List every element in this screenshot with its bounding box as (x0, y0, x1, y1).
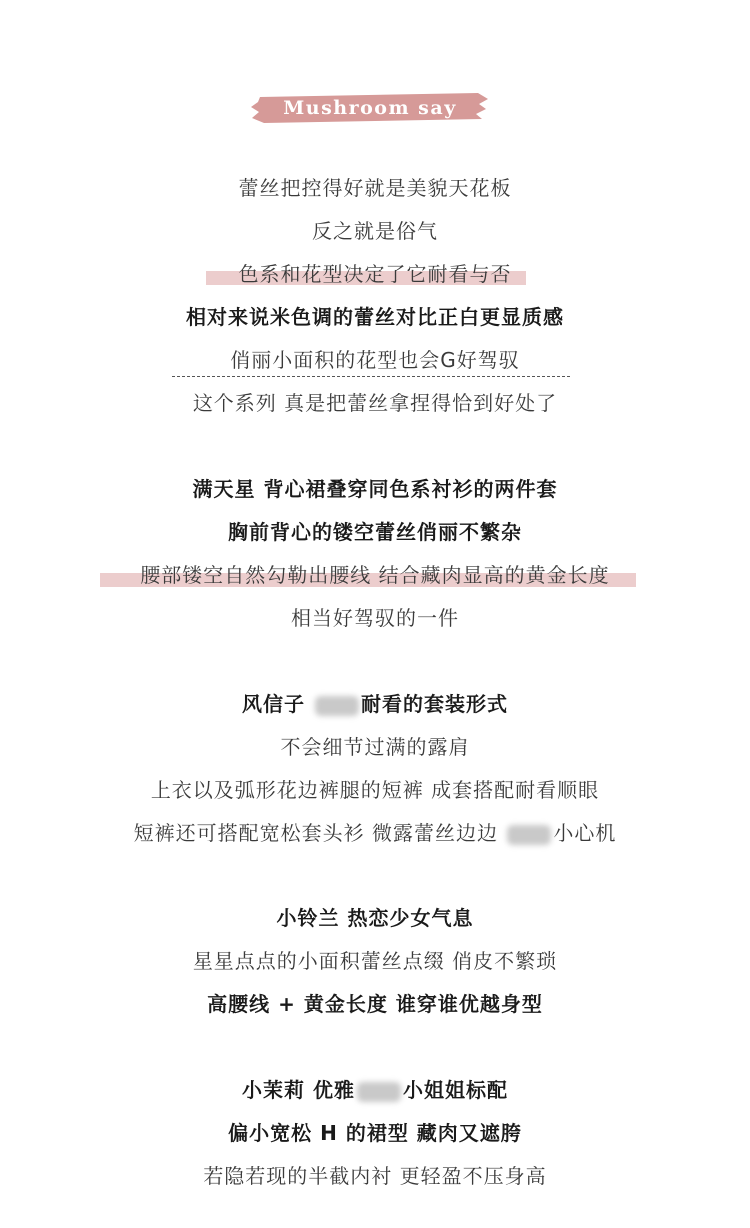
fengxinzi-title-part-b: 耐看的套装形式 (360, 692, 508, 716)
mantianxing-line-2: 腰部镂空自然勾勒出腰线 结合藏肉显高的黄金长度 (140, 563, 610, 587)
fengxinzi-title-part-a: 风信子 (242, 692, 313, 716)
intro-line-5: 俏丽小面积的花型也会G好驾驭 (230, 348, 520, 372)
fengxinzi-line-2: 上衣以及弧形花边裤腿的短裤 成套搭配耐看顺眼 (150, 778, 600, 802)
fengxinzi-line-3-part-a: 短裤还可搭配宽松套头衫 微露蕾丝边边 (133, 821, 506, 845)
section-title-mantianxing: 满天星 背心裙叠穿同色系衬衫的两件套 (192, 477, 558, 501)
section-title-xiaolingla: 小铃兰 热恋少女气息 (276, 906, 474, 930)
blurred-word (315, 696, 359, 716)
intro-line-2: 反之就是俗气 (312, 219, 438, 243)
intro-line-1: 蕾丝把控得好就是美貌天花板 (238, 176, 512, 200)
fengxinzi-line-3 (0, 818, 750, 848)
intro-line-3: 色系和花型决定了它耐看与否 (238, 262, 512, 286)
section-title-fengxinzi (0, 689, 750, 719)
fengxinzi-line-1: 不会细节过满的露肩 (280, 735, 470, 759)
xiaomoli-line-2: 若隐若现的半截内衬 更轻盈不压身高 (203, 1164, 547, 1188)
xiaomoli-title-part-a: 小茉莉 优雅 (242, 1078, 355, 1102)
xiaolingla-line-2: 高腰线 + 黄金长度 谁穿谁优越身型 (207, 992, 543, 1016)
blurred-word (507, 825, 551, 845)
section-badge (250, 88, 490, 128)
xiaomoli-title-part-b: 小姐姐标配 (402, 1078, 508, 1102)
xiaolingla-line-1: 星星点点的小面积蕾丝点缀 俏皮不繁琐 (192, 949, 558, 973)
section-title-xiaomoli (0, 1075, 750, 1105)
dashed-divider (172, 376, 570, 377)
intro-line-4: 相对来说米色调的蕾丝对比正白更显质感 (186, 305, 564, 329)
mantianxing-line-1: 胸前背心的镂空蕾丝俏丽不繁杂 (228, 520, 522, 544)
blurred-word (357, 1082, 401, 1102)
fengxinzi-line-3-part-b: 小心机 (553, 821, 617, 845)
xiaomoli-line-1: 偏小宽松 H 的裙型 藏肉又遮胯 (228, 1121, 522, 1145)
intro-line-6: 这个系列 真是把蕾丝拿捏得恰到好处了 (192, 391, 558, 415)
mantianxing-line-3: 相当好驾驭的一件 (291, 606, 459, 630)
badge-title: Mushroom say (283, 97, 457, 119)
